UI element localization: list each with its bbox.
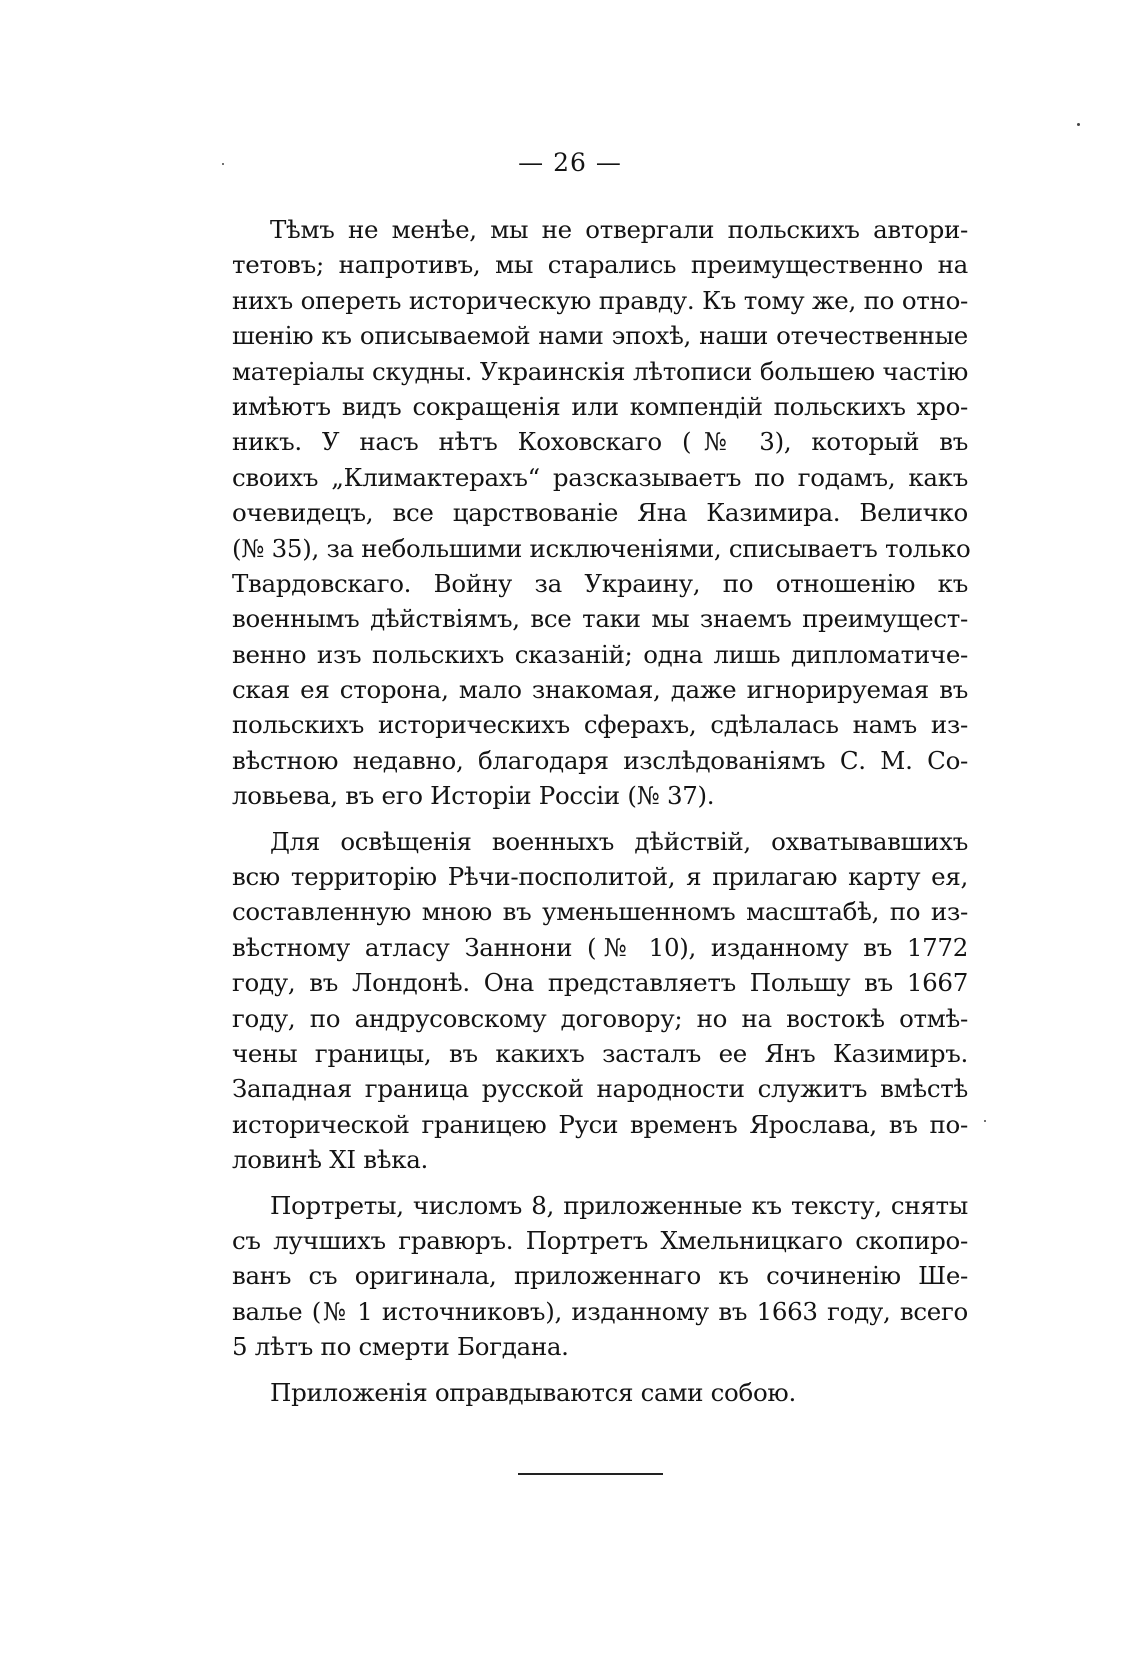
text-line: очевидецъ, все царствованіе Яна Казимира. Величко <box>232 498 968 528</box>
text-line: тетовъ; напротивъ, мы старались преимущественно на <box>232 250 968 280</box>
text-line: исторической границею Руси временъ Ярослава, въ по- <box>232 1109 968 1139</box>
paragraph <box>232 824 968 1178</box>
text-line: Для освѣщенія военныхъ дѣйствій, охватывавшихъ <box>270 826 968 856</box>
scan-speck <box>222 163 224 165</box>
text-line: ловинѣ XI вѣка. <box>232 1145 429 1175</box>
text-line: (№ 35), за небольшими исключеніями, списываетъ только <box>232 533 971 563</box>
text-line: составленную мною въ уменьшенномъ масштабѣ, по из- <box>232 897 968 927</box>
text-line: нихъ опереть историческую правду. Къ тому же, по отно- <box>232 285 968 315</box>
text-line: матеріалы скудны. Украинскія лѣтописи большею частію <box>232 356 968 386</box>
text-line: году, по андрусовскому договору; но на востокѣ отмѣ- <box>232 1003 968 1033</box>
text-line: никъ. У насъ нѣтъ Коховскаго (№ 3), который въ <box>232 427 968 457</box>
text-line: своихъ „Климактерахъ“ разсказываетъ по годамъ, какъ <box>232 462 968 492</box>
scan-speck <box>1077 123 1080 126</box>
text-line: Портреты, числомъ 8, приложенные къ тексту, сняты <box>270 1190 968 1220</box>
text-line: шенію къ описываемой нами эпохѣ, наши отечественные <box>232 321 968 351</box>
scan-speck <box>984 1120 986 1122</box>
page-number: — 26 — <box>518 148 622 177</box>
text-line: военнымъ дѣйствіямъ, все таки мы знаемъ преимущест- <box>232 604 968 634</box>
text-line: вѣстному атласу Заннони (№ 10), изданному въ 1772 <box>232 932 968 962</box>
text-line: 5 лѣтъ по смерти Богдана. <box>232 1332 569 1362</box>
text-line: всю территорію Рѣчи-посполитой, я прилагаю карту ея, <box>232 862 968 892</box>
text-line: ская ея сторона, мало знакомая, даже игнорируемая въ <box>232 675 968 705</box>
end-rule <box>518 1473 663 1475</box>
text-line: польскихъ историческихъ сферахъ, сдѣлалась намъ из- <box>232 710 968 740</box>
text-line: Тѣмъ не менѣе, мы не отвергали польскихъ автори- <box>270 215 968 244</box>
text-line: съ лучшихъ гравюръ. Портретъ Хмельницкаго скопиро- <box>232 1225 968 1255</box>
paragraph <box>232 212 971 814</box>
body-text <box>232 212 971 1410</box>
text-line: ловьева, въ его Исторіи Россіи (№ 37). <box>232 781 715 811</box>
text-line: Западная граница русской народности служитъ вмѣстѣ <box>232 1074 968 1104</box>
text-line: имѣютъ видъ сокращенія или компендій польскихъ хро- <box>232 391 968 421</box>
text-line: вѣстною недавно, благодаря изслѣдованіямъ С. М. Со- <box>232 745 968 775</box>
text-line: ванъ съ оригинала, приложеннаго къ сочиненію Ше- <box>232 1261 968 1291</box>
text-line: валье (№ 1 источниковъ), изданному въ 1663 году, всего <box>232 1296 968 1326</box>
text-line: году, въ Лондонѣ. Она представляетъ Польшу въ 1667 <box>232 968 968 998</box>
text-line: Твардовскаго. Войну за Украину, по отношенію къ <box>232 568 968 598</box>
paragraph <box>232 1188 968 1365</box>
paragraph <box>232 1375 968 1410</box>
text-line: чены границы, въ какихъ засталъ ее Янъ Казимиръ. <box>232 1038 968 1068</box>
text-line: Приложенія оправдываются сами собою. <box>270 1377 796 1407</box>
text-line: венно изъ польскихъ сказаній; одна лишь дипломатиче- <box>232 639 968 669</box>
